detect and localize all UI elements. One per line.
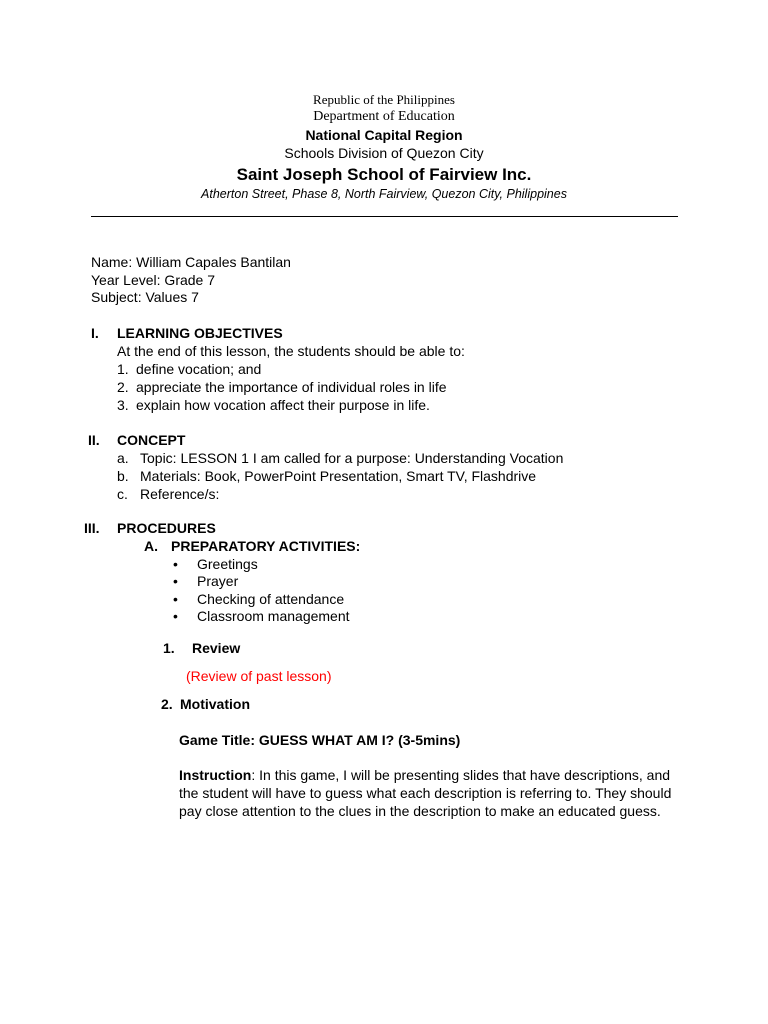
instruction-label: Instruction	[179, 767, 252, 783]
section-title-concept: CONCEPT	[117, 432, 186, 448]
section-title-objectives: LEARNING OBJECTIVES	[117, 325, 283, 341]
header-divider	[91, 216, 678, 217]
bullet-icon: •	[173, 573, 178, 589]
motivation-title: Motivation	[180, 696, 250, 712]
motivation-number: 2.	[161, 696, 173, 712]
document-header	[0, 91, 768, 203]
section-number-concept: II.	[88, 432, 100, 448]
bullet-icon: •	[173, 556, 178, 572]
year-level-line: Year Level: Grade 7	[91, 271, 216, 288]
section-title-procedures: PROCEDURES	[117, 520, 216, 536]
review-note: (Review of past lesson)	[186, 668, 332, 684]
concept-text: Topic: LESSON 1 I am called for a purpose: Understanding Vocation	[140, 450, 564, 466]
instruction-text: : In this game, I will be presenting slides that have descriptions, and the student will have to guess what each description is referring to. They should pay close attention to the clues in the description to make an educated guess.	[179, 767, 672, 819]
section-number-objectives: I.	[91, 325, 99, 341]
objective-number: 1.	[117, 361, 129, 377]
concept-text: Materials: Book, PowerPoint Presentation, Smart TV, Flashdrive	[140, 468, 537, 484]
bullet-item: Greetings	[197, 556, 258, 572]
game-title: Game Title: GUESS WHAT AM I? (3-5mins)	[179, 732, 461, 748]
subject-line: Subject: Values 7	[91, 289, 199, 305]
student-info	[91, 254, 291, 307]
objective-number: 2.	[117, 379, 129, 395]
concept-letter: b.	[117, 468, 129, 484]
review-number: 1.	[163, 640, 175, 656]
concept-text: Reference/s:	[140, 486, 220, 502]
bullet-icon: •	[173, 608, 178, 624]
bullet-item: Checking of attendance	[197, 591, 345, 607]
department-line: Department of Education	[313, 109, 455, 124]
objective-text: appreciate the importance of individual roles in life	[136, 379, 447, 395]
objectives-intro: At the end of this lesson, the students should be able to:	[117, 343, 465, 359]
subsection-title-preparatory: PREPARATORY ACTIVITIES:	[171, 538, 361, 554]
bullet-item: Classroom management	[197, 608, 350, 624]
objective-text: define vocation; and	[136, 361, 262, 377]
school-address: Atherton Street, Phase 8, North Fairview, Quezon City, Philippines	[201, 187, 567, 201]
name-line: Name: William Capales Bantilan	[91, 254, 291, 270]
region-line: National Capital Region	[305, 127, 463, 143]
republic-line: Republic of the Philippines	[313, 92, 455, 107]
school-name: Saint Joseph School of Fairview Inc.	[236, 165, 532, 184]
subsection-letter: A.	[144, 538, 158, 554]
review-title: Review	[192, 640, 241, 656]
concept-letter: c.	[117, 486, 128, 502]
bullet-icon: •	[173, 591, 178, 607]
objective-text: explain how vocation affect their purpose in life.	[136, 397, 430, 413]
division-line: Schools Division of Quezon City	[284, 145, 484, 161]
objective-number: 3.	[117, 397, 129, 413]
instruction-paragraph	[179, 766, 674, 820]
concept-letter: a.	[117, 450, 129, 466]
section-number-procedures: III.	[84, 520, 100, 536]
bullet-item: Prayer	[197, 573, 239, 589]
